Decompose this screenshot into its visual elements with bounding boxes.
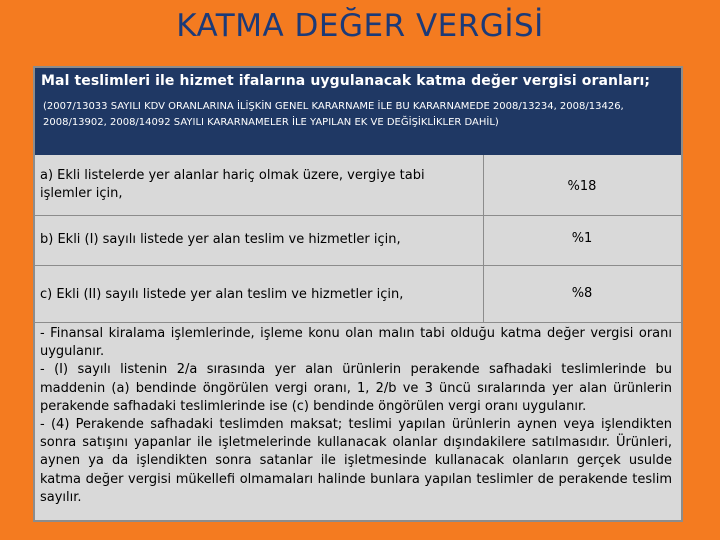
rate-row-b-value: %1 xyxy=(571,231,593,246)
note-paragraph: - Finansal kiralama işlemlerinde, işleme konu olan malın tabi olduğu katma değer vergisi oranı uygulanır. xyxy=(40,326,672,360)
rate-row-c xyxy=(35,266,681,323)
rate-row-b xyxy=(35,216,681,266)
rate-row-a-text: a) Ekli listelerde yer alanlar hariç olmak üzere, vergiye tabi işlemler için, xyxy=(40,168,425,201)
rate-row-a-value: %18 xyxy=(567,179,597,194)
header-note: (2007/13033 SAYILI KDV ORANLARINA İLİŞKİN GENEL KARARNAME İLE BU KARARNAMEDE 2008/13234, 2008/13426, 2008/13902, 2008/14092 SAYILI KARARNAMELER İLE YAPILAN EK VE DEĞİŞİKLİKLER DAHİL) xyxy=(43,101,624,128)
page-title: KATMA DEĞER VERGİSİ xyxy=(176,8,544,44)
rate-row-a xyxy=(35,155,681,216)
rate-row-b-text: b) Ekli (I) sayılı listede yer alan teslim ve hizmetler için, xyxy=(40,232,401,247)
header-heading: Mal teslimleri ile hizmet ifalarına uygulanacak katma değer vergisi oranları; xyxy=(41,73,651,89)
notes-text xyxy=(40,325,672,507)
content-panel xyxy=(33,66,683,522)
rate-row-c-text: c) Ekli (II) sayılı listede yer alan teslim ve hizmetler için, xyxy=(40,287,404,302)
header-banner xyxy=(35,68,681,155)
note-paragraph: - (I) sayılı listenin 2/a sırasında yer alan ürünlerin perakende safhadaki teslimlerinde bu maddenin (a) bendinde öngörülen vergi oranı, 1, 2/b ve 3 üncü sıralarında yer alan ürünlerin perakende safhadaki teslimlerinde ise (c) bendinde öngörülen vergi oranı uygulanır. xyxy=(40,362,672,414)
note-paragraph: - (4) Perakende safhadaki teslimden maksat; teslimi yapılan ürünlerin aynen veya işlendikten sonra satışını yapanlar ile işletmelerinde kullanacak olanlar dışındakilere satılmasıdır. Ürünleri, aynen ya da işlendikten sonra satanlar ile işletmesinde kullanacak olanların gerçek usulde katma değer vergisi mükellefi olmamaları halinde bunlara yapılan teslimler de perakende teslim sayılır. xyxy=(40,417,672,505)
rate-row-c-value: %8 xyxy=(571,286,593,301)
